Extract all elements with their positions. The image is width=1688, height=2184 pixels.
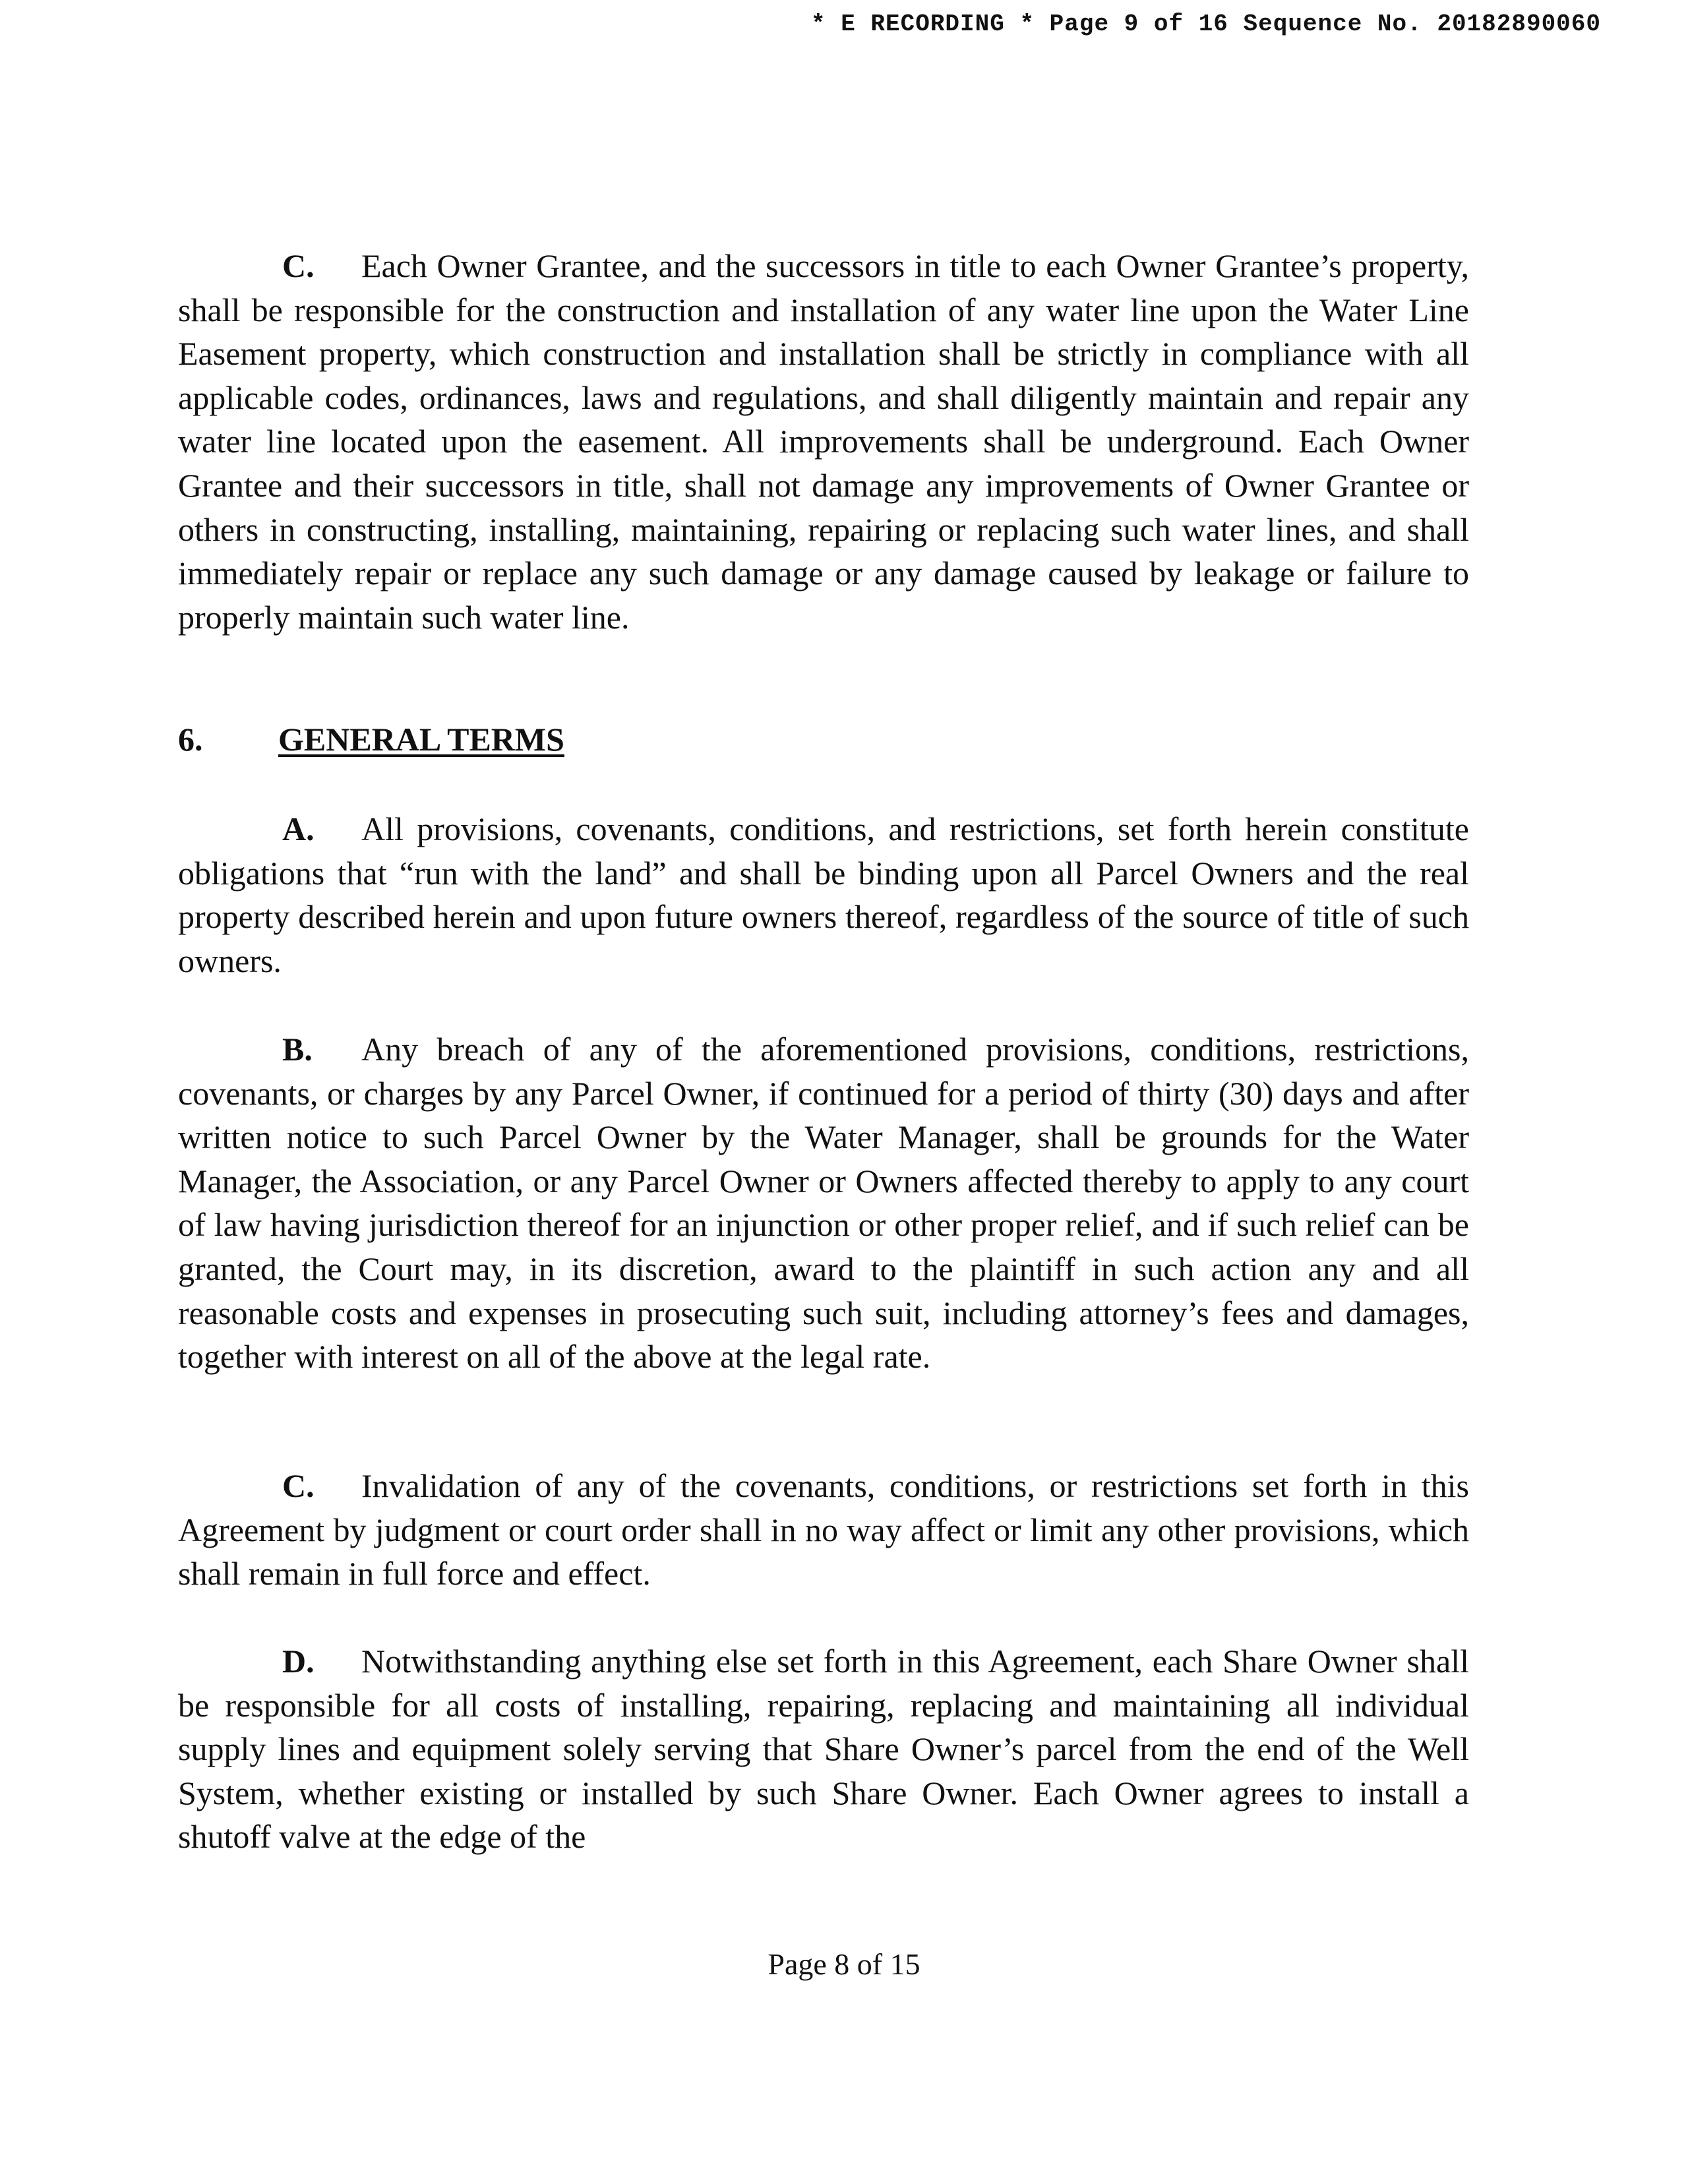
paragraph-marker: C. <box>282 247 315 284</box>
paragraph-text: Any breach of any of the aforementioned provisions, conditions, restrictions, covenants, or charges by any Parcel Owner, if continued for a period of thirty (30) days and after written notice to such Parcel Owner by the Water Manager, shall be grounds for the Water Manager, the Association, or any Parcel Owner or Owners affected thereby to apply to any court of law having jurisdiction thereof for an injunction or other proper relief, and if such relief can be granted, the Court may, in its discretion, award to the plaintiff in such action any and all reasonable costs and expenses in prosecuting such suit, including attorney’s fees and damages, together with interest on all of the above at the legal rate. <box>178 1031 1469 1376</box>
paragraph-marker: D. <box>282 1643 315 1680</box>
paragraph-text: All provisions, covenants, conditions, and restrictions, set forth herein constitute obligations that “run with the land” and shall be binding upon all Parcel Owners and the real property described herein and upon future owners thereof, regardless of the source of title of such owners. <box>178 810 1469 979</box>
paragraph-6b <box>178 1027 1469 1379</box>
paragraph-text: Invalidation of any of the covenants, conditions, or restrictions set forth in this Agreement by judgment or court order shall in no way affect or limit any other provisions, which shall remain in full force and effect. <box>178 1467 1469 1592</box>
paragraph-c-water-line <box>178 244 1469 639</box>
paragraph-text: Each Owner Grantee, and the successors in title to each Owner Grantee’s property, shall be responsible for the construction and installation of any water line upon the Water Line Easement property, which construction and installation shall be strictly in compliance with all applicable codes, ordinances, laws and regulations, and shall diligently maintain and repair any water line located upon the easement. All improvements shall be underground. Each Owner Grantee and their successors in title, shall not damage any improvements of Owner Grantee or others in constructing, installing, maintaining, repairing or replacing such water lines, and shall immediately repair or replace any such damage or any damage caused by leakage or failure to properly maintain such water line. <box>178 247 1469 636</box>
paragraph-marker: B. <box>282 1031 313 1068</box>
paragraph-6c <box>178 1464 1469 1596</box>
paragraph-6a <box>178 807 1469 983</box>
paragraph-text: Notwithstanding anything else set forth in this Agreement, each Share Owner shall be responsible for all costs of installing, repairing, replacing and maintaining all individual supply lines and equipment solely serving that Share Owner’s parcel from the end of the Well System, whether existing or installed by such Share Owner. Each Owner agrees to install a shutoff valve at the edge of the <box>178 1643 1469 1856</box>
paragraph-6d <box>178 1639 1469 1859</box>
recording-stamp-header: * E RECORDING * Page 9 of 16 Sequence No. 20182890060 <box>811 11 1601 38</box>
section-title: GENERAL TERMS <box>278 721 564 758</box>
section-heading <box>178 717 564 762</box>
page-number-footer: Page 8 of 15 <box>768 1947 920 1981</box>
paragraph-marker: C. <box>282 1467 315 1504</box>
paragraph-marker: A. <box>282 810 315 847</box>
section-number: 6. <box>178 721 203 758</box>
